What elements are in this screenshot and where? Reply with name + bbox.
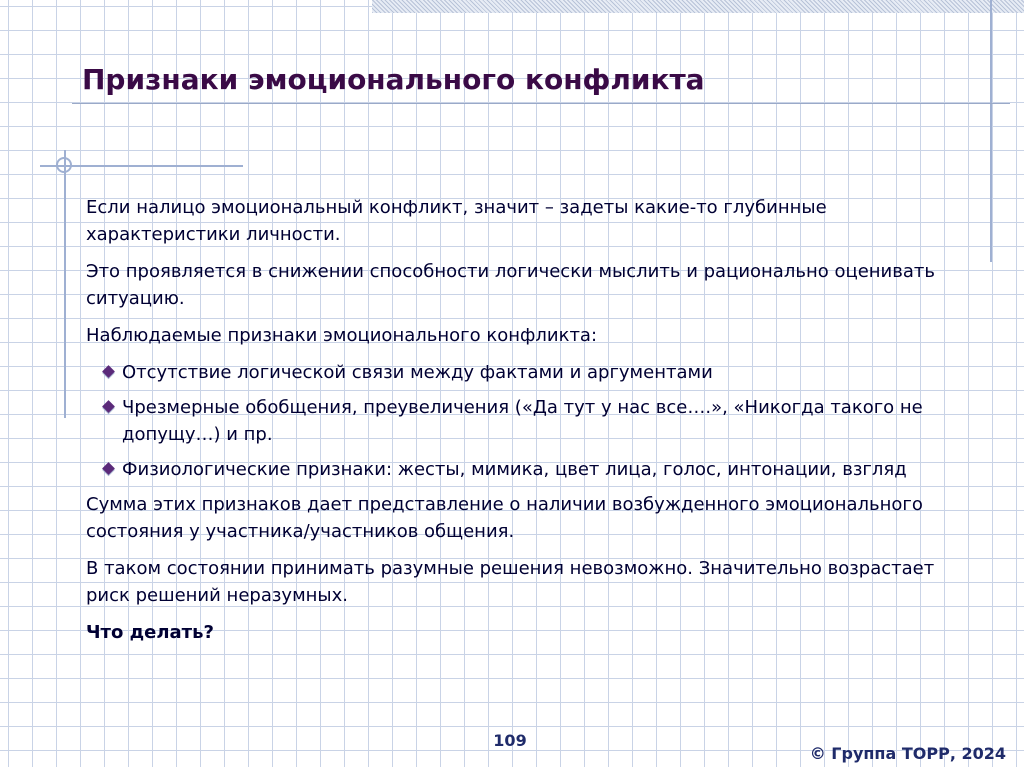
paragraph-summary: Сумма этих признаков дает представление о наличии возбужденного эмоционального состояния у участника/участников общения. <box>86 494 923 542</box>
diamond-bullet-icon <box>102 365 115 378</box>
question-text: Что делать? <box>86 622 214 643</box>
paragraph-deep-traits: Если налицо эмоциональный конфликт, значит – задеты какие-то глубинные характеристики личности. <box>86 197 827 245</box>
paragraph-logic-decline: Это проявляется в снижении способности логически мыслить и рационально оценивать ситуацию. <box>86 261 935 309</box>
list-item-text: Отсутствие логической связи между фактами и аргументами <box>122 362 713 383</box>
list-item-text: Физиологические признаки: жесты, мимика, цвет лица, голос, интонации, взгляд <box>122 459 907 480</box>
title-underline <box>72 103 1010 104</box>
paragraph-risk: В таком состоянии принимать разумные решения невозможно. Значительно возрастает риск решений неразумных. <box>86 558 935 606</box>
copyright-notice: © Группа ТОРР, 2024 <box>809 744 1006 763</box>
decorative-crosshair-vertical <box>64 150 66 418</box>
crosshair-circle-icon <box>56 157 72 173</box>
decorative-vertical-line <box>990 0 992 262</box>
signs-list <box>86 359 966 483</box>
list-item <box>86 394 966 448</box>
list-item <box>86 359 966 386</box>
list-item-text: Чрезмерные обобщения, преувеличения («Да тут у нас все….», «Никогда такого не допущу…) и пр. <box>122 397 923 445</box>
slide-body <box>86 194 966 656</box>
page-number: 109 <box>493 731 527 750</box>
decorative-top-band <box>372 0 1024 13</box>
slide-title: Признаки эмоционального конфликта <box>82 63 705 96</box>
diamond-bullet-icon <box>102 462 115 475</box>
diamond-bullet-icon <box>102 400 115 413</box>
list-item <box>86 456 966 483</box>
paragraph-signs-intro: Наблюдаемые признаки эмоционального конфликта: <box>86 325 598 346</box>
